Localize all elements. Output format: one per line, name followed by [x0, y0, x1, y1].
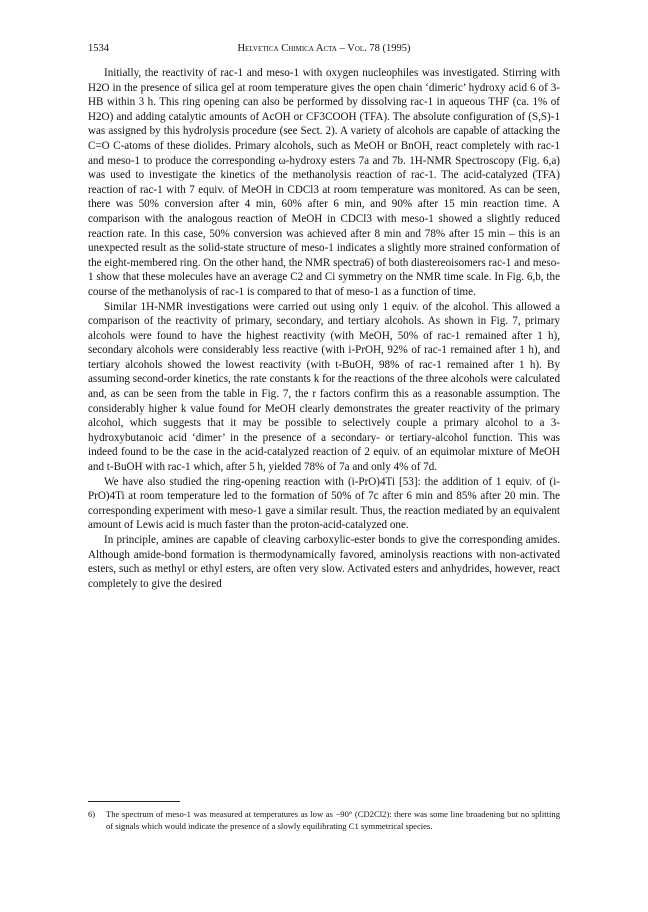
- footnote-text: The spectrum of meso-1 was measured at temperatures as low as −90° (CD2Cl2): there was some line broadening but no splitting of signals which would indicate the presence of a slowly equilibrating C1 symmetrical species.: [106, 809, 560, 831]
- footnote-mark: 6): [88, 809, 96, 819]
- footnote-divider: [88, 801, 180, 802]
- running-title: Helvetica Chimica Acta – Vol. 78 (1995): [237, 43, 411, 54]
- page-number: 1534: [88, 43, 109, 54]
- paragraph-alcohol-reactivity: Similar 1H-NMR investigations were carried out using only 1 equiv. of the alcohol. This allowed a comparison of the reactivity of primary, secondary, and tertiary alcohols. As shown in Fig. 7, primary alcohols were found to have the highest reactivity (with MeOH, 50% of rac-1 remained after 1 h), secondary alcohols were considerably less reactive (with i-PrOH, 92% of rac-1 remained after 1 h), and tertiary alcohols showed the lowest reactivity (with t-BuOH, 98% of rac-1 remained after 1 h). By assuming second-order kinetics, the rate constants k for the reactions of the three alcohols were calculated and, as can be seen from the table in Fig. 7, the r factors confirm this as a reasonable assumption. The considerably higher k value found for MeOH clearly demonstrates the greater reactivity of the primary alcohol, which suggests that it may be possible to selectively couple a primary alcohol to a 3-hydroxybutanoic acid ‘dimer’ in the presence of a secondary- or tertiary-alcohol function. This was indeed found to be the case in the acid-catalyzed reaction of 2 equiv. of an equimolar mixture of MeOH and t-BuOH with rac-1 which, after 5 h, yielded 78% of 7a and only 4% of 7d.: [88, 300, 560, 474]
- paragraph-aminolysis: In principle, amines are capable of cleaving carboxylic-ester bonds to give the corresponding amides. Although amide-bond formation is thermodynamically favored, aminolysis reactions with non-activated esters, such as methyl or ethyl esters, are often very slow. Activated esters and anhydrides, however, react completely to give the desired: [88, 534, 560, 590]
- footnote: [88, 809, 560, 832]
- paragraph-methanolysis-kinetics: Initially, the reactivity of rac-1 and meso-1 with oxygen nucleophiles was investigated. Stirring with H2O in the presence of silica gel at room temperature gives the open chain ‘dimeric’ hydroxy acid 6 of 3-HB within 3 h. This ring opening can also be performed by dissolving rac-1 in aqueous THF (ca. 1% of H2O) and adding catalytic amounts of AcOH or CF3COOH (TFA). The absolute configuration of (S,S)-1 was assigned by this hydrolysis procedure (see Sect. 2). A variety of alcohols are capable of attacking the C=O C-atoms of these diolides. Primary alcohols, such as MeOH or BnOH, react completely with rac-1 and meso-1 to produce the corresponding ω-hydroxy esters 7a and 7b. 1H-NMR Spectroscopy (Fig. 6,a) was used to investigate the kinetics of the methanolysis reaction of rac-1. The acid-catalyzed (TFA) reaction of rac-1 with 7 equiv. of MeOH in CDCl3 at room temperature was monitored. As can be seen, there was 50% conversion after 4 min, 60% after 6 min, and 90% after 15 min reaction time. A comparison with the analogous reaction of MeOH in CDCl3 with meso-1 showed a slightly reduced reaction rate. In this case, 50% conversion was achieved after 8 min and 78% after 15 min – this is an unexpected result as the solid-state structure of meso-1 indicates a slightly more strained conformation of the eight-membered ring. On the other hand, the NMR spectra6) of both diastereoisomers rac-1 and meso-1 show that these molecules have an average C2 and Ci symmetry on the NMR time scale. In Fig. 6,b, the course of the methanolysis of rac-1 is compared to that of meso-1 as a function of time.: [88, 67, 560, 298]
- body-text: [88, 66, 560, 591]
- paragraph-titanium-ring-opening: We have also studied the ring-opening reaction with (i-PrO)4Ti [53]: the addition of 1 equiv. of (i-PrO)4Ti at room temperature led to the formation of 50% of 7c after 6 min and 85% after 20 min. The corresponding experiment with meso-1 gave a similar result. Thus, the reaction mediated by an equivalent amount of Lewis acid is much faster than the proton-acid-catalyzed one.: [88, 475, 560, 532]
- page-header: [88, 43, 560, 57]
